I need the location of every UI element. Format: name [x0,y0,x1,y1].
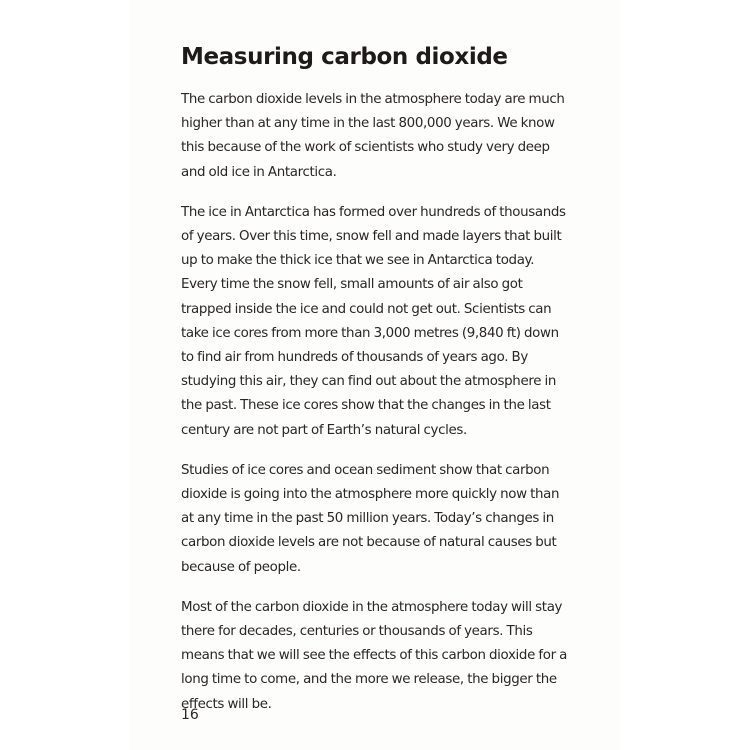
paragraph-3: Studies of ice cores and ocean sediment show that carbon dioxide is going into the atmosphere more quickly now than at any time in the past 50 million years. Today’s changes in carbon dioxide levels are not because of natural causes but because of people. [181,462,560,575]
paragraph-2: The ice in Antarctica has formed over hundreds of thousands of years. Over this time, snow fell and made layers that built up to make the thick ice that we see in Antarctica today. Every time the snow fell, small amounts of air also got trapped inside the ice and could not get out. Scientists can take ice cores from more than 3,000 metres (9,840 ft) down to find air from hundreds of thousands of years ago. By studying this air, they can find out about the atmosphere in the past. These ice cores show that the changes in the last century are not part of Earth’s natural cycles. [181,204,566,438]
paragraph-1: The carbon dioxide levels in the atmosphere today are much higher than at any time in the last 800,000 years. We know this because of the work of scientists who study very deep and old ice in Antarctica. [181,92,565,180]
page-number: 16 [181,707,199,723]
page-content [181,40,573,733]
book-page [130,0,620,750]
page-title: Measuring carbon dioxide [181,44,508,70]
paragraph-4: Most of the carbon dioxide in the atmosphere today will stay there for decades, centuries or thousands of years. This means that we will see the effects of this carbon dioxide for a long time to come, and the more we release, the bigger the effects will be. [181,599,567,712]
